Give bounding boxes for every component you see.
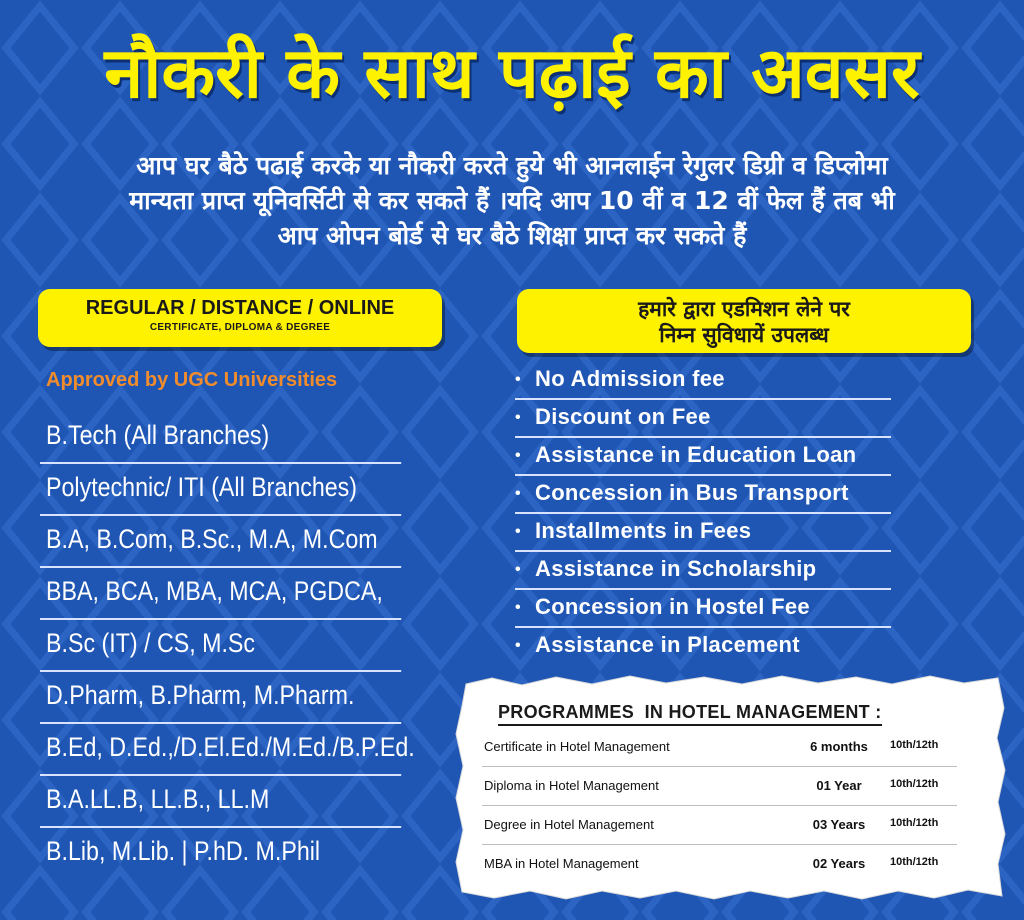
course-item: B.Sc (IT) / CS, M.Sc: [40, 620, 401, 672]
bullet-icon: •: [515, 561, 521, 578]
facility-item: [515, 476, 891, 514]
hotel-programmes-title: PROGRAMMES IN HOTEL MANAGEMENT :: [498, 702, 882, 726]
facility-item: [515, 514, 891, 552]
facilities-banner-line: निम्न सुविधायें उपलब्ध: [659, 323, 829, 347]
hotel-programmes-table: [482, 728, 957, 883]
facility-label: Assistance in Education Loan: [535, 442, 857, 467]
facility-label: No Admission fee: [535, 366, 725, 391]
mode-banner: [38, 289, 442, 347]
facility-label: Assistance in Placement: [535, 632, 800, 657]
intro-line: आप घर बैठे पढाई करके या नौकरी करते हुये भी आनलाईन रेगुलर डिग्री व डिप्लोमा: [136, 151, 888, 180]
facilities-banner: [517, 289, 971, 353]
facility-label: Installments in Fees: [535, 518, 752, 543]
program-duration: 01 Year: [816, 778, 862, 793]
facility-item: [515, 628, 891, 666]
bullet-icon: •: [515, 637, 521, 654]
course-item: B.Ed, D.Ed.,/D.El.Ed./M.Ed./B.P.Ed.: [40, 724, 401, 776]
intro-line: मान्यता प्राप्त यूनिवर्सिटी से कर सकते हैं ।यदि आप 10 वीं व 12 वीं फेल हैं तब भी: [129, 186, 895, 215]
course-item: B.Tech (All Branches): [40, 412, 401, 464]
facility-item: [515, 400, 891, 438]
mode-banner-subtitle: CERTIFICATE, DIPLOMA & DEGREE: [149, 322, 331, 333]
facility-item: [515, 438, 891, 476]
intro-text: [40, 148, 984, 253]
bullet-icon: •: [515, 485, 521, 502]
intro-line: आप ओपन बोर्ड से घर बैठे शिक्षा प्राप्त कर सकते हैं: [277, 221, 747, 250]
program-eligibility: 10th/12th: [890, 778, 939, 790]
bullet-icon: •: [515, 599, 521, 616]
hotel-programmes-card: [452, 672, 1012, 904]
program-eligibility: 10th/12th: [890, 817, 939, 829]
facility-label: Concession in Hostel Fee: [535, 594, 810, 619]
program-duration: 6 months: [810, 739, 868, 754]
program-name: Certificate in Hotel Management: [484, 739, 670, 754]
facility-list: [515, 362, 955, 666]
course-item: B.A, B.Com, B.Sc., M.A, M.Com: [40, 516, 401, 568]
table-row: [482, 767, 957, 806]
mode-banner-title: REGULAR / DISTANCE / ONLINE: [85, 297, 395, 319]
program-eligibility: 10th/12th: [890, 739, 939, 751]
program-eligibility: 10th/12th: [890, 856, 939, 868]
facility-label: Assistance in Scholarship: [535, 556, 817, 581]
table-row: [482, 806, 957, 845]
approved-label: Approved by UGC Universities: [46, 369, 338, 391]
program-name: Degree in Hotel Management: [484, 817, 654, 832]
bullet-icon: •: [515, 371, 521, 388]
facility-item: [515, 362, 891, 400]
facility-label: Discount on Fee: [535, 404, 711, 429]
table-row: [482, 845, 957, 883]
facility-item: [515, 552, 891, 590]
course-item: B.A.LL.B, LL.B., LL.M: [40, 776, 401, 828]
course-list: [40, 412, 460, 880]
table-row: [482, 728, 957, 767]
program-name: MBA in Hotel Management: [484, 856, 639, 871]
program-name: Diploma in Hotel Management: [484, 778, 659, 793]
course-item: Polytechnic/ ITI (All Branches): [40, 464, 401, 516]
program-duration: 03 Years: [812, 817, 866, 832]
facility-item: [515, 590, 891, 628]
bullet-icon: •: [515, 447, 521, 464]
facilities-banner-line: हमारे द्वारा एडमिशन लेने पर: [638, 297, 850, 321]
bullet-icon: •: [515, 523, 521, 540]
course-item: D.Pharm, B.Pharm, M.Pharm.: [40, 672, 401, 724]
course-item: B.Lib, M.Lib. | P.hD. M.Phil: [46, 836, 321, 866]
facility-label: Concession in Bus Transport: [535, 480, 849, 505]
course-item: BBA, BCA, MBA, MCA, PGDCA,: [40, 568, 401, 620]
program-duration: 02 Years: [812, 856, 866, 871]
bullet-icon: •: [515, 409, 521, 426]
headline: नौकरी के साथ पढ़ाई का अवसर: [104, 32, 920, 114]
